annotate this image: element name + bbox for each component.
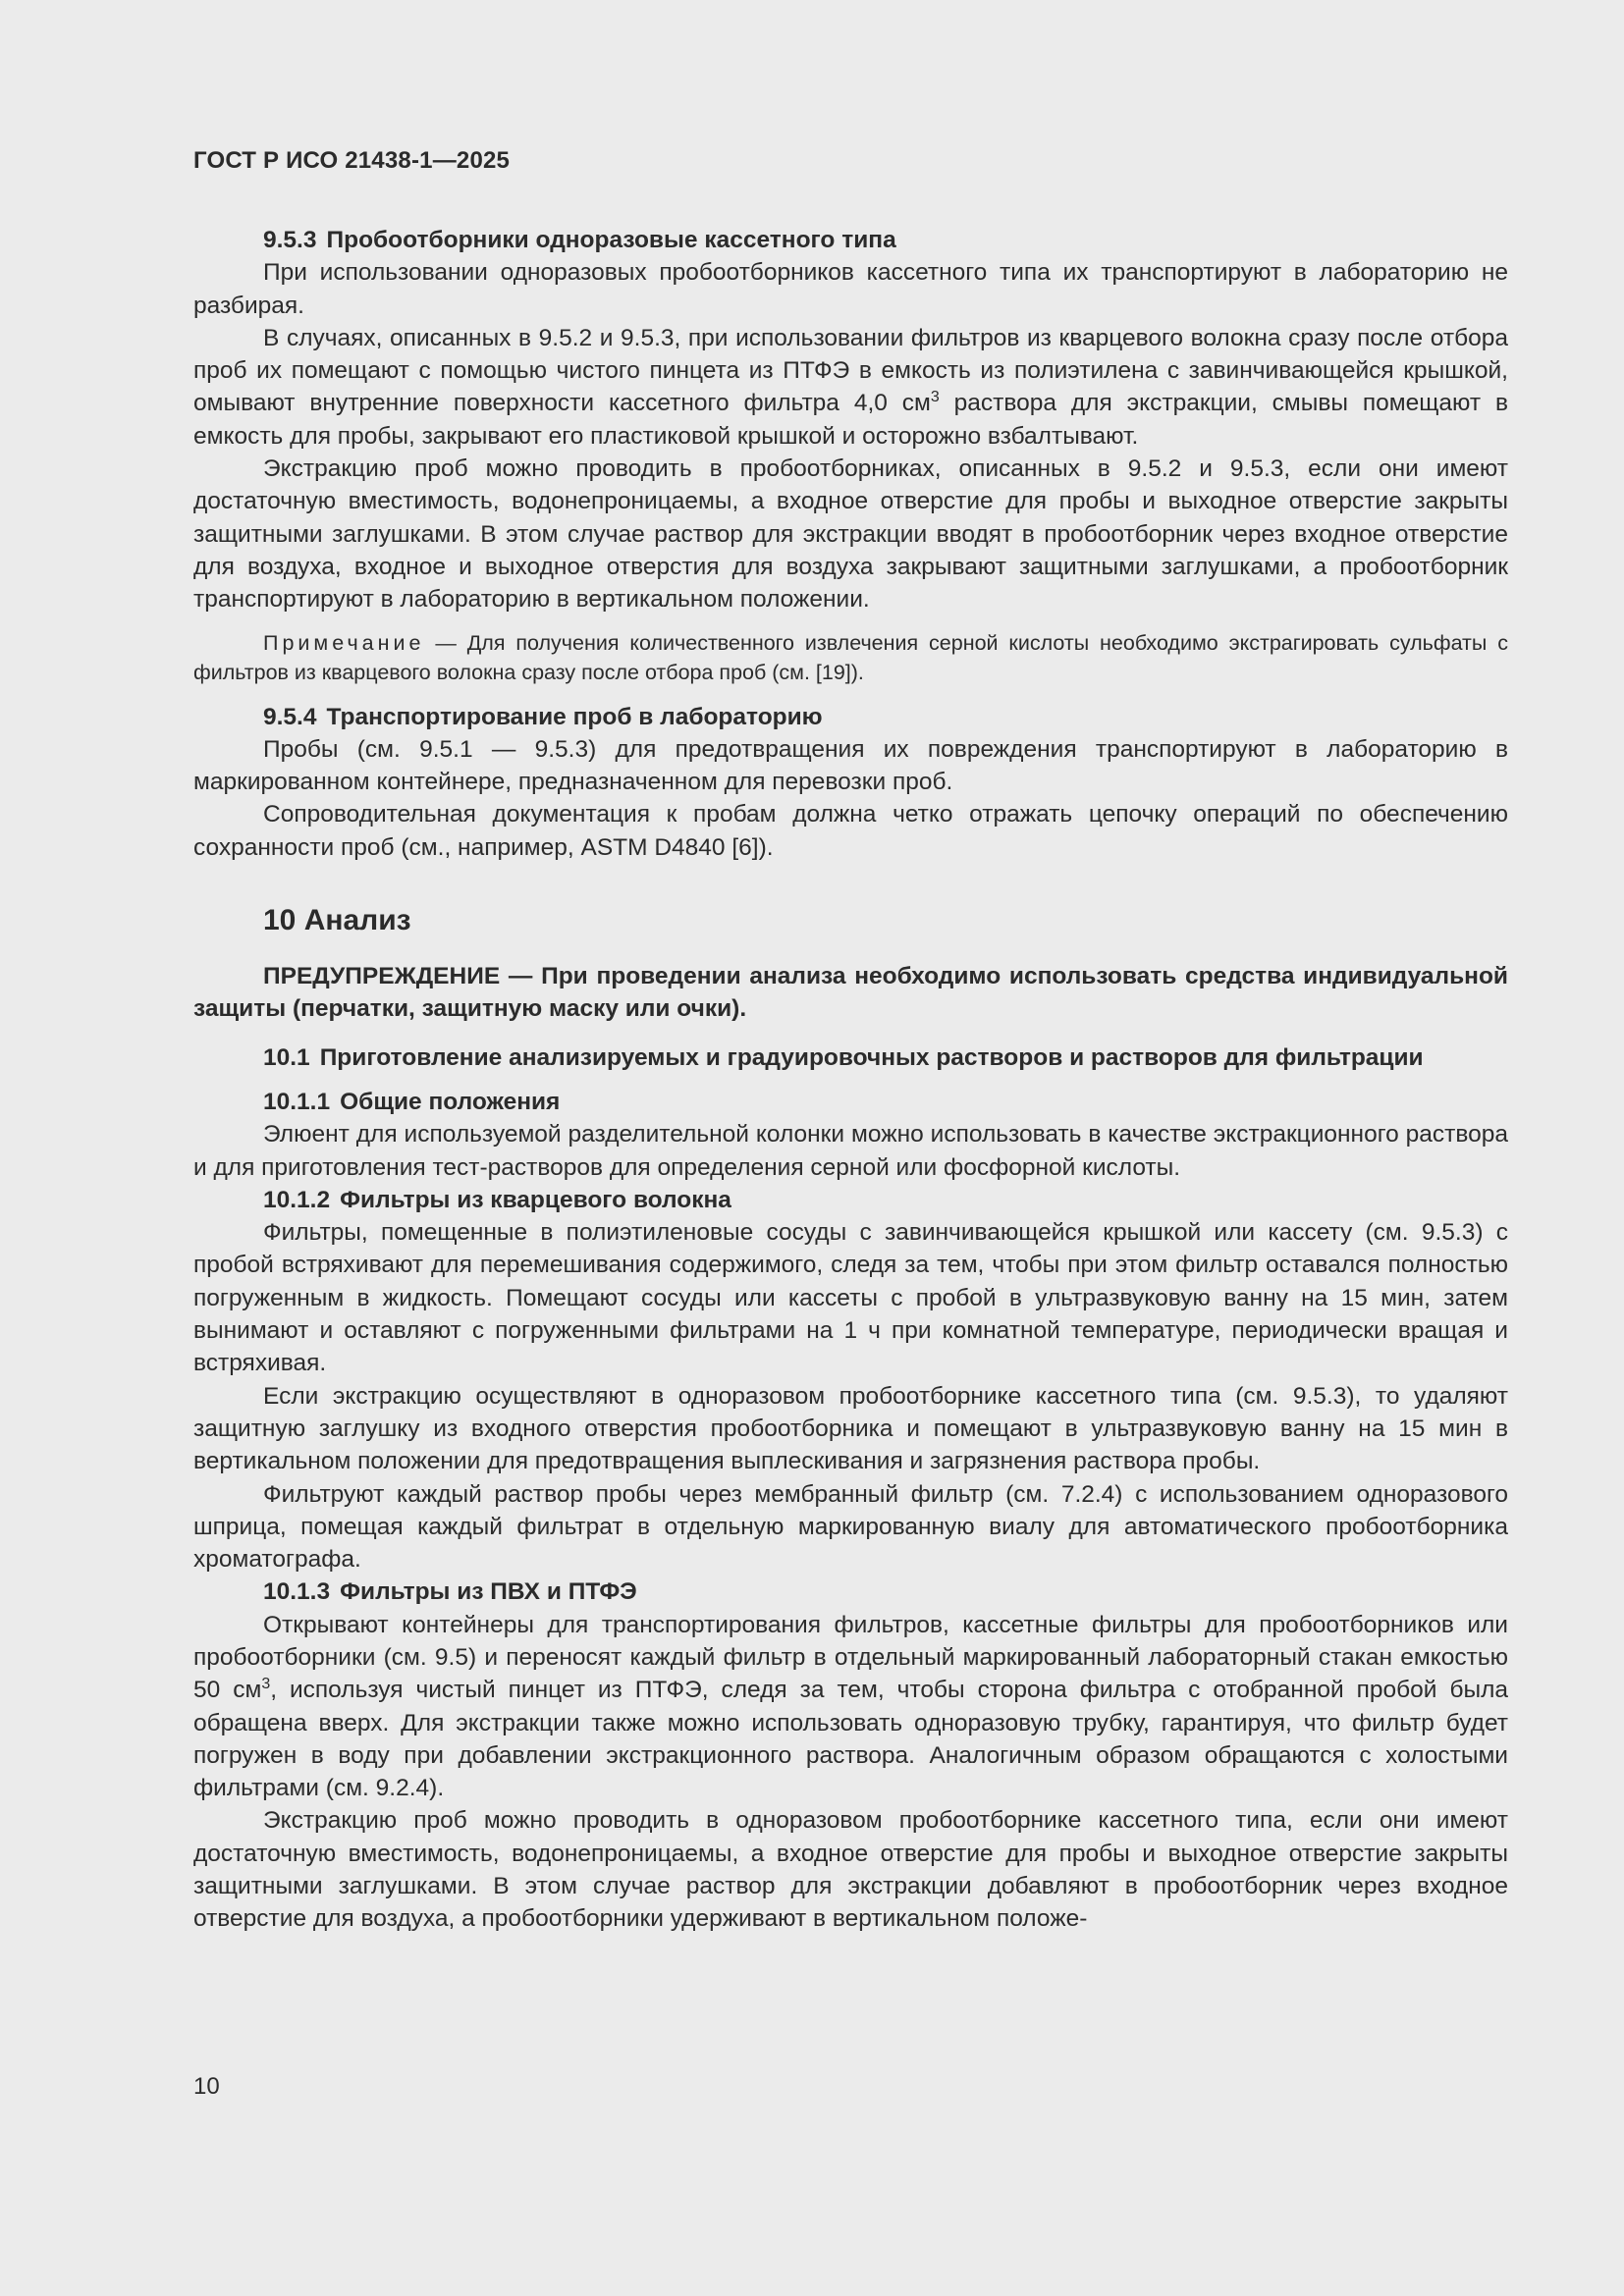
paragraph: Если экстракцию осуществляют в одноразовом пробоотборнике кассетного типа (см. 9.5.3), то удаляют защитную заглушку из входного отверстия пробоотборника и помещают в ультразвуковую ванну на 15 мин в вертикальном положении для предотвращения выплескивания и загрязнения раствора пробы. <box>193 1382 1508 1475</box>
paragraph: Сопроводительная документация к пробам должна четко отражать цепочку операций по обеспечению сохранности проб (см., например, ASTM D4840 [6]). <box>193 801 1508 861</box>
subsection-title: Фильтры из кварцевого волокна <box>340 1186 731 1213</box>
note-label: Примечание <box>263 630 425 655</box>
subsection-title: Транспортирование проб в лабораторию <box>326 703 823 730</box>
note <box>193 628 1508 687</box>
subsection-heading-10-1-1 <box>193 1086 1508 1118</box>
page-number: 10 <box>193 2073 220 2100</box>
paragraph: Экстракцию проб можно проводить в одноразовом пробоотборнике кассетного типа, если они имеют достаточную вместимость, водонепроницаемы, а входное отверстие для пробы и выходное отверстие закрыты защитными заглушками. В этом случае раствор для экстракции добавляют в пробоотборник через входное отверстие для воздуха, а пробоотборники удерживают в вертикальном положе- <box>193 1807 1508 1933</box>
paragraph <box>193 1609 1508 1805</box>
superscript: 3 <box>261 1676 271 1693</box>
paragraph: Фильтруют каждый раствор пробы через мембранный фильтр (см. 7.2.4) с использованием одноразового шприца, помещая каждый фильтрат в отдельную маркированную виалу для автоматического пробоотборника хроматографа. <box>193 1480 1508 1574</box>
subsection-number: 10.1.2 <box>263 1186 331 1213</box>
paragraph: Пробы (см. 9.5.1 — 9.5.3) для предотвращения их повреждения транспортируют в лабораторию в маркированном контейнере, предназначенном для перевозки проб. <box>193 735 1508 796</box>
subsection-number: 10.1.1 <box>263 1088 331 1115</box>
paragraph: Фильтры, помещенные в полиэтиленовые сосуды с завинчивающейся крышкой или кассету (см. 9.5.3) с пробой встряхивают для перемешивания содержимого, следя за тем, чтобы при этом фильтр оставался полностью погруженным в жидкость. Помещают сосуды или кассеты с пробой в ультразвуковую ванну на 15 мин, затем вынимают и оставляют с погруженными фильтрами на 1 ч при комнатной температуре, периодически вращая и встряхивая. <box>193 1219 1508 1377</box>
subsection-heading-9-5-3 <box>193 224 1508 256</box>
document-header: ГОСТ Р ИСО 21438-1—2025 <box>193 147 511 174</box>
subsection-title: Приготовление анализируемых и градуировочных растворов и растворов для фильтрации <box>319 1043 1424 1071</box>
subsection-title: Общие положения <box>340 1088 561 1115</box>
subsection-number: 10.1.3 <box>263 1578 331 1606</box>
section-heading-10: 10 Анализ <box>263 904 411 937</box>
paragraph-text: , используя чистый пинцет из ПТФЭ, следя за тем, чтобы сторона фильтра с отобранной пробой была обращена вверх. Для экстракции также можно использовать одноразовую трубку, гарантируя, что фильтр будет погружен в воду при добавлении экстракционного раствора. Аналогичным образом обращаются с холостыми фильтрами (см. 9.2.4). <box>193 1677 1509 1802</box>
paragraph: Элюент для используемой разделительной колонки можно использовать в качестве экстракционного раствора и для приготовления тест-растворов для определения серной или фосфорной кислоты. <box>193 1121 1508 1181</box>
paragraph: При использовании одноразовых пробоотборников кассетного типа их транспортируют в лабораторию не разбирая. <box>193 259 1508 319</box>
subsection-number: 9.5.4 <box>263 703 317 730</box>
paragraph: Экстракцию проб можно проводить в пробоотборниках, описанных в 9.5.2 и 9.5.3, если они имеют достаточную вместимость, водонепроницаемы, а входное отверстие для пробы и выходное отверстие закрыты защитными заглушками. В этом случае раствор для экстракции вводят в пробоотборник через входное отверстие для воздуха, входное и выходное отверстия для воздуха закрывают защитными заглушками, а пробоотборник транспортируют в лабораторию в вертикальном положении. <box>193 455 1508 614</box>
subsection-title: Фильтры из ПВХ и ПТФЭ <box>340 1578 637 1606</box>
subsection-number: 9.5.3 <box>263 227 317 253</box>
subsection-title: Пробоотборники одноразовые кассетного типа <box>326 227 896 253</box>
subsection-heading-9-5-4 <box>193 701 1508 733</box>
subsection-heading-10-1-3 <box>193 1575 1508 1608</box>
warning-paragraph: ПРЕДУПРЕЖДЕНИЕ — При проведении анализа необходимо использовать средства индивидуальной защиты (перчатки, защитную маску или очки). <box>193 963 1508 1023</box>
subsection-heading-10-1 <box>193 1041 1508 1074</box>
subsection-heading-10-1-2 <box>193 1184 1508 1216</box>
paragraph-text: раствора для экстракции, смывы помещают в емкость для пробы, закрывают его пластиковой крышкой и осторожно взбалтывают. <box>193 390 1508 450</box>
document-body <box>193 224 1508 1936</box>
note-text: — Для получения количественного извлечения серной кислоты необходимо экстрагировать сульфаты с фильтров из кварцевого волокна сразу после отбора проб (см. [19]). <box>193 630 1508 684</box>
paragraph-text: Открывают контейнеры для транспортирования фильтров, кассетные фильтры для пробоотборников или пробоотборники (см. 9.5) и переносят каждый фильтр в отдельный маркированный лабораторный стакан емкостью 50 см <box>193 1611 1508 1704</box>
paragraph-text: В случаях, описанных в 9.5.2 и 9.5.3, при использовании фильтров из кварцевого волокна сразу после отбора проб их помещают с помощью чистого пинцета из ПТФЭ в емкость из полиэтилена с завинчивающейся крышкой, омывают внутренние поверхности кассетного фильтра 4,0 см <box>193 324 1508 417</box>
superscript: 3 <box>930 389 940 406</box>
paragraph <box>193 322 1508 453</box>
subsection-number: 10.1 <box>263 1043 310 1071</box>
